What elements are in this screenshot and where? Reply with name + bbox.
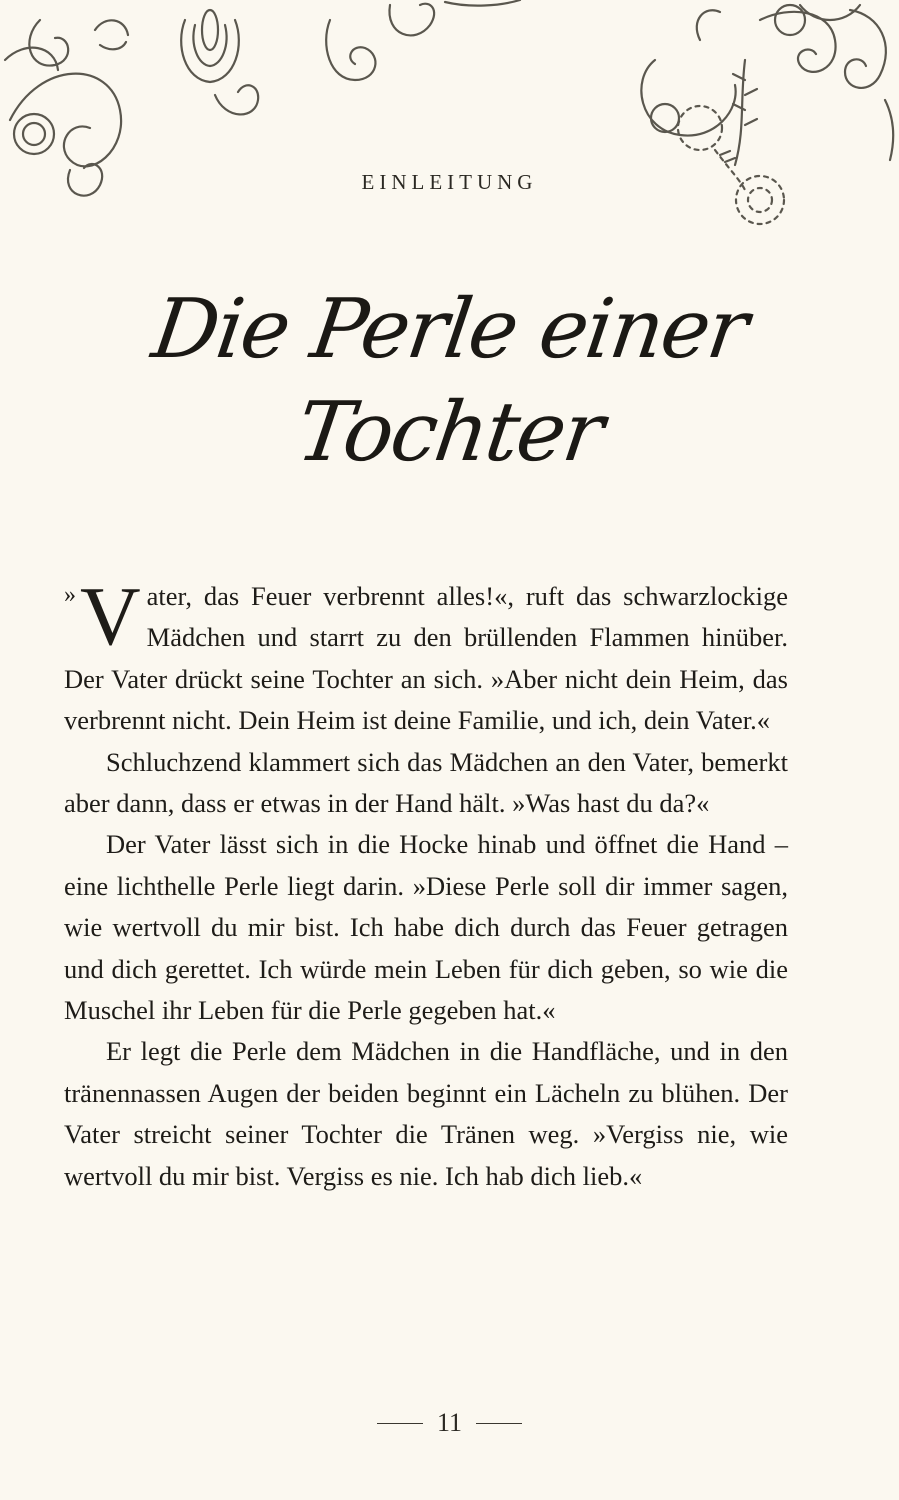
decorative-swirl-border-icon [0, 0, 899, 260]
footer-rule-right [476, 1423, 522, 1424]
paragraph-2: Schluchzend klammert sich das Mädchen an den Vater, bemerkt aber dann, dass er etwas in der Hand hält. »Was hast du da?« [64, 746, 788, 819]
chapter-title-line-2: Tochter [291, 385, 608, 480]
paragraph-1-text: ater, das Feuer verbrennt alles!«, ruft das schwarzlockige Mädchen und starrt zu den brüllenden Flammen hinüber. Der Vater drückt seine Tochter an sich. »Aber nicht dein Heim, das verbrennt nicht. Dein Heim ist deine Familie, und ich, dein Vater.« [64, 581, 788, 736]
page-number: 11 [436, 1408, 463, 1437]
drop-cap: V [80, 570, 141, 663]
footer-rule-left [377, 1423, 423, 1424]
drop-cap-quote: » [64, 582, 76, 608]
paragraph-1 [64, 570, 788, 742]
chapter-body [64, 570, 788, 1197]
page-footer [0, 1408, 899, 1438]
paragraph-4: Er legt die Perle dem Mädchen in die Handfläche, und in den tränennassen Augen der beiden beginnt ein Lächeln zu blühen. Der Vater streicht seiner Tochter die Tränen weg. »Vergiss nie, wie wertvoll du mir bist. Vergiss es nie. Ich hab dich lieb.« [64, 1036, 788, 1191]
chapter-title-line-1: Die Perle einer [146, 282, 753, 377]
paragraph-3: Der Vater lässt sich in die Hocke hinab und öffnet die Hand – eine lichthelle Perle liegt darin. »Diese Perle soll dir immer sagen, wie wertvoll du mir bist. Ich habe dich durch das Feuer getragen und dich gerettet. Ich würde mein Leben für dich geben, so wie die Muschel ihr Leben für die Perle gegeben hat.« [64, 829, 788, 1026]
chapter-label: EINLEITUNG [361, 170, 538, 194]
